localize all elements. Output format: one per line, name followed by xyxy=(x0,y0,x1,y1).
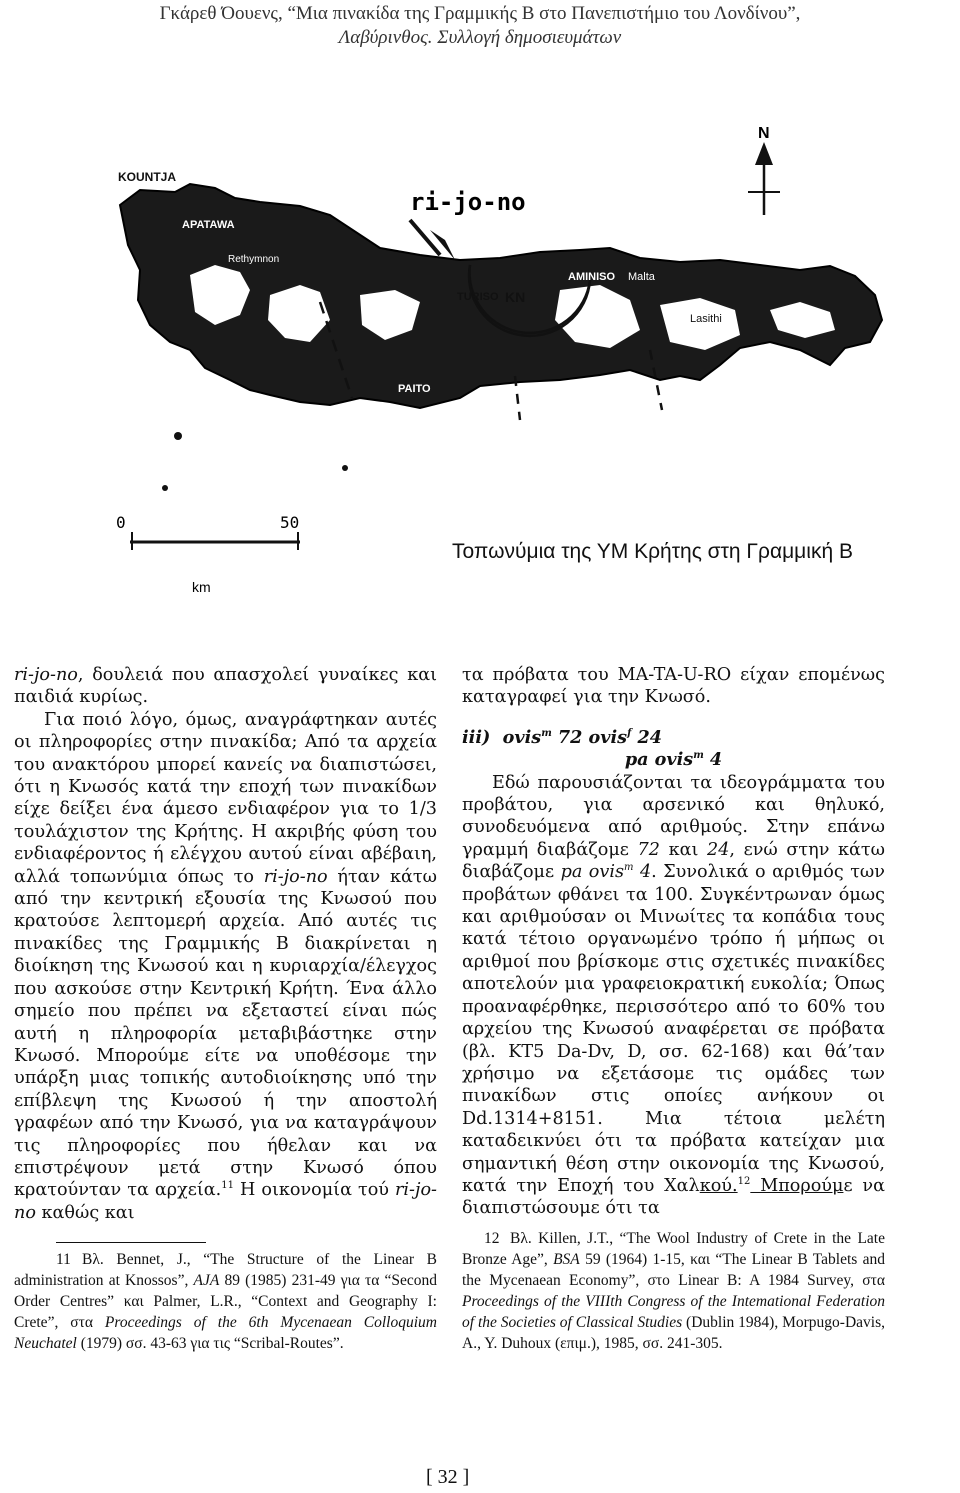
right-paragraph-1: τα πρόβατα του MA-TA-U-RO είχαν επομένως καταγραφεί για την Κνωσό. xyxy=(462,665,885,708)
place-apatawa: APATAWA xyxy=(182,219,235,231)
footnote-rule xyxy=(56,1242,206,1243)
place-paito: PAITO xyxy=(398,383,431,395)
footnote-ref-12[interactable]: 12 xyxy=(737,1176,751,1188)
example-iii-line-1: iii) ovis$^m$ 72 ovis$^f$ 24 xyxy=(462,726,662,748)
scale-unit: km xyxy=(192,579,211,595)
footnote-11: 11 Βλ. Bennet, J., “The Structure of the Linear B administration at Knossos”, AJA 89 (1985) 231-49 για τα “Second Order Centres” και Palmer, L.R., “Context and Geography I: Crete”, στα Proceedings of the 6th Mycenaean Colloquium Neuchatel (1979) σσ. 43-63 για τις “Scribal-Routes”. xyxy=(14,1251,437,1353)
north-label: N xyxy=(758,125,770,142)
place-malta: Malta xyxy=(628,271,655,283)
north-arrow-icon xyxy=(755,142,773,165)
place-kn: KN xyxy=(505,289,526,305)
place-lasithi: Lasithi xyxy=(690,313,722,325)
place-kountja: KOUNTJA xyxy=(118,170,177,184)
place-aminiso: AMINISO xyxy=(568,271,616,283)
left-paragraph-2: Για ποιό λόγο, όμως, αναγράφτηκαν αυτές οι πληροφορίες στην πινακίδα; Από τα αρχεία του ανακτόρου μπορεί κανείς να διαπιστώσει, ότι η Κνωσός κατά την εποχή των πινακίδων είχε δείξει ένα άμεσο ενδιαφέρον για το 1/3 τουλάχιστον της Κρήτης. Η ακριβής φύση του ενδιαφέροντος ή ελέγχου αυτού είναι αβέβαιη, αλλά τοπωνύμια όπως το ri-jo-no ήταν κάτω από την κεντρική εξουσία της Κνωσού που κρατούσε λεπτομερή αρχεία. Από αυτές τις πινακίδες της Γραμμικής Β διακρίνεται η διοίκηση της Κνωσού και η κυριαρχία/έλεγχος που ασκούσε στην Κεντρική Κρήτη. Ένα άλλο σημείο που πρέπει να εξεταστεί είναι πώς αυτή η πληροφορία μεταβιβάστηκε στην Κνωσό. Μπορούμε είτε να υποθέσομε την υπάρξη μιας τοπικής αυτοδιοίκησης υπό την επίβλεψη της Κνωσού ή την αποστολή γραφέων από την Κνωσό, για να καταγράψουν τις πληροφορίες που ήθελαν και να επιστρέψουν μετά στην Κνωσό όπου κρατούνταν τα αρχεία.$^{11}$ Η οικονομία τού ri-jo-no καθώς και xyxy=(14,709,437,1223)
left-paragraph-1: ri-jo-no, δουλειά που απασχολεί γυναίκες και παιδιά κυρίως. xyxy=(14,665,437,708)
header-line-1: Γκάρεθ Όουενς, “Μια πινακίδα της Γραμμικής Β στο Πανεπιστήμιο του Λονδίνου”, xyxy=(159,3,801,24)
scale-fifty: 50 xyxy=(280,513,300,532)
footnote-ref-11[interactable]: 11 xyxy=(221,1180,234,1192)
example-iii-line-2: pa ovis$^m$ 4 xyxy=(624,749,723,771)
right-column xyxy=(462,664,885,1354)
place-turiso: TURISO xyxy=(457,291,499,303)
footnote-12: 12 Βλ. Killen, J.T., “The Wool Industry of Crete in the Late Bronze Age”, BSA 59 (1964) 1-15, και “The Linear B Tablets and the Mycenaean Economy”, στο Linear B: A 1984 Survey, στα Proceedings of the VIIIth Congress of the Intemational Federation of the Societies of Classical Studies (Dublin 1984), Morpugo-Davis, A., Y. Duhoux (επιμ.), 1985, σσ. 241-305. xyxy=(462,1229,885,1352)
left-column xyxy=(14,664,437,1354)
ri-jo-no-label: ri-jo-no xyxy=(410,188,526,216)
running-header xyxy=(0,2,960,50)
header-line-2: Λαβύρινθος. Συλλογή δημοσιευμάτων xyxy=(338,27,622,48)
place-rethymnon: Rethymnon xyxy=(228,254,280,265)
scale-zero: 0 xyxy=(116,513,126,532)
right-paragraph-2: Εδώ παρουσιάζονται τα ιδεογράμματα του προβάτου, για αρσενικό και θηλυκό, συνοδευόμενα από αριθμούς. Στην επάνω γραμμή διαβάζομε 72 και 24, ενώ στην κάτω διαβάζομε pa ovis$^m$ 4. Συνολικά ο αριθμός των προβάτων φθάνει τα 100. Συγκέντρωναν όμως και αριθμούσαν οι Μινωίτες τα κοπάδια τους κατά τέτοιο οργανωμένο τρόπο ή μήπως οι αριθμοί που βρίσκομε στις σχετικές πινακίδες αποτελούν μια γραφειοκρατική ευκολία; Όπως προαναφέρθηκε, περισσότερο από το 60% του αρχείου της Κνωσού αναφέρεται σε πρόβατα (βλ. KT5 Da-Dv, D, σσ. 62-168) και θά’ταν χρήσιμο να εξετάσομε τις ομάδες των πινακίδων στις οποίες ανήκουν οι Dd.1314+8151. Μια τέτοια μελέτη καταδεικνύει ότι τα πρόβατα κατείχαν μια σημαντική θέση στην οικονομία της Κνωσού, κατά την Εποχή του Χαλκού.$^{12}$ Μπορούμε να διαπιστώσουμε ότι τα xyxy=(462,772,886,1219)
map-caption: Τοπωνύμια της ΥΜ Κρήτης στη Γραμμική Β xyxy=(452,540,853,563)
page-number: [ 32 ] xyxy=(426,1466,470,1488)
